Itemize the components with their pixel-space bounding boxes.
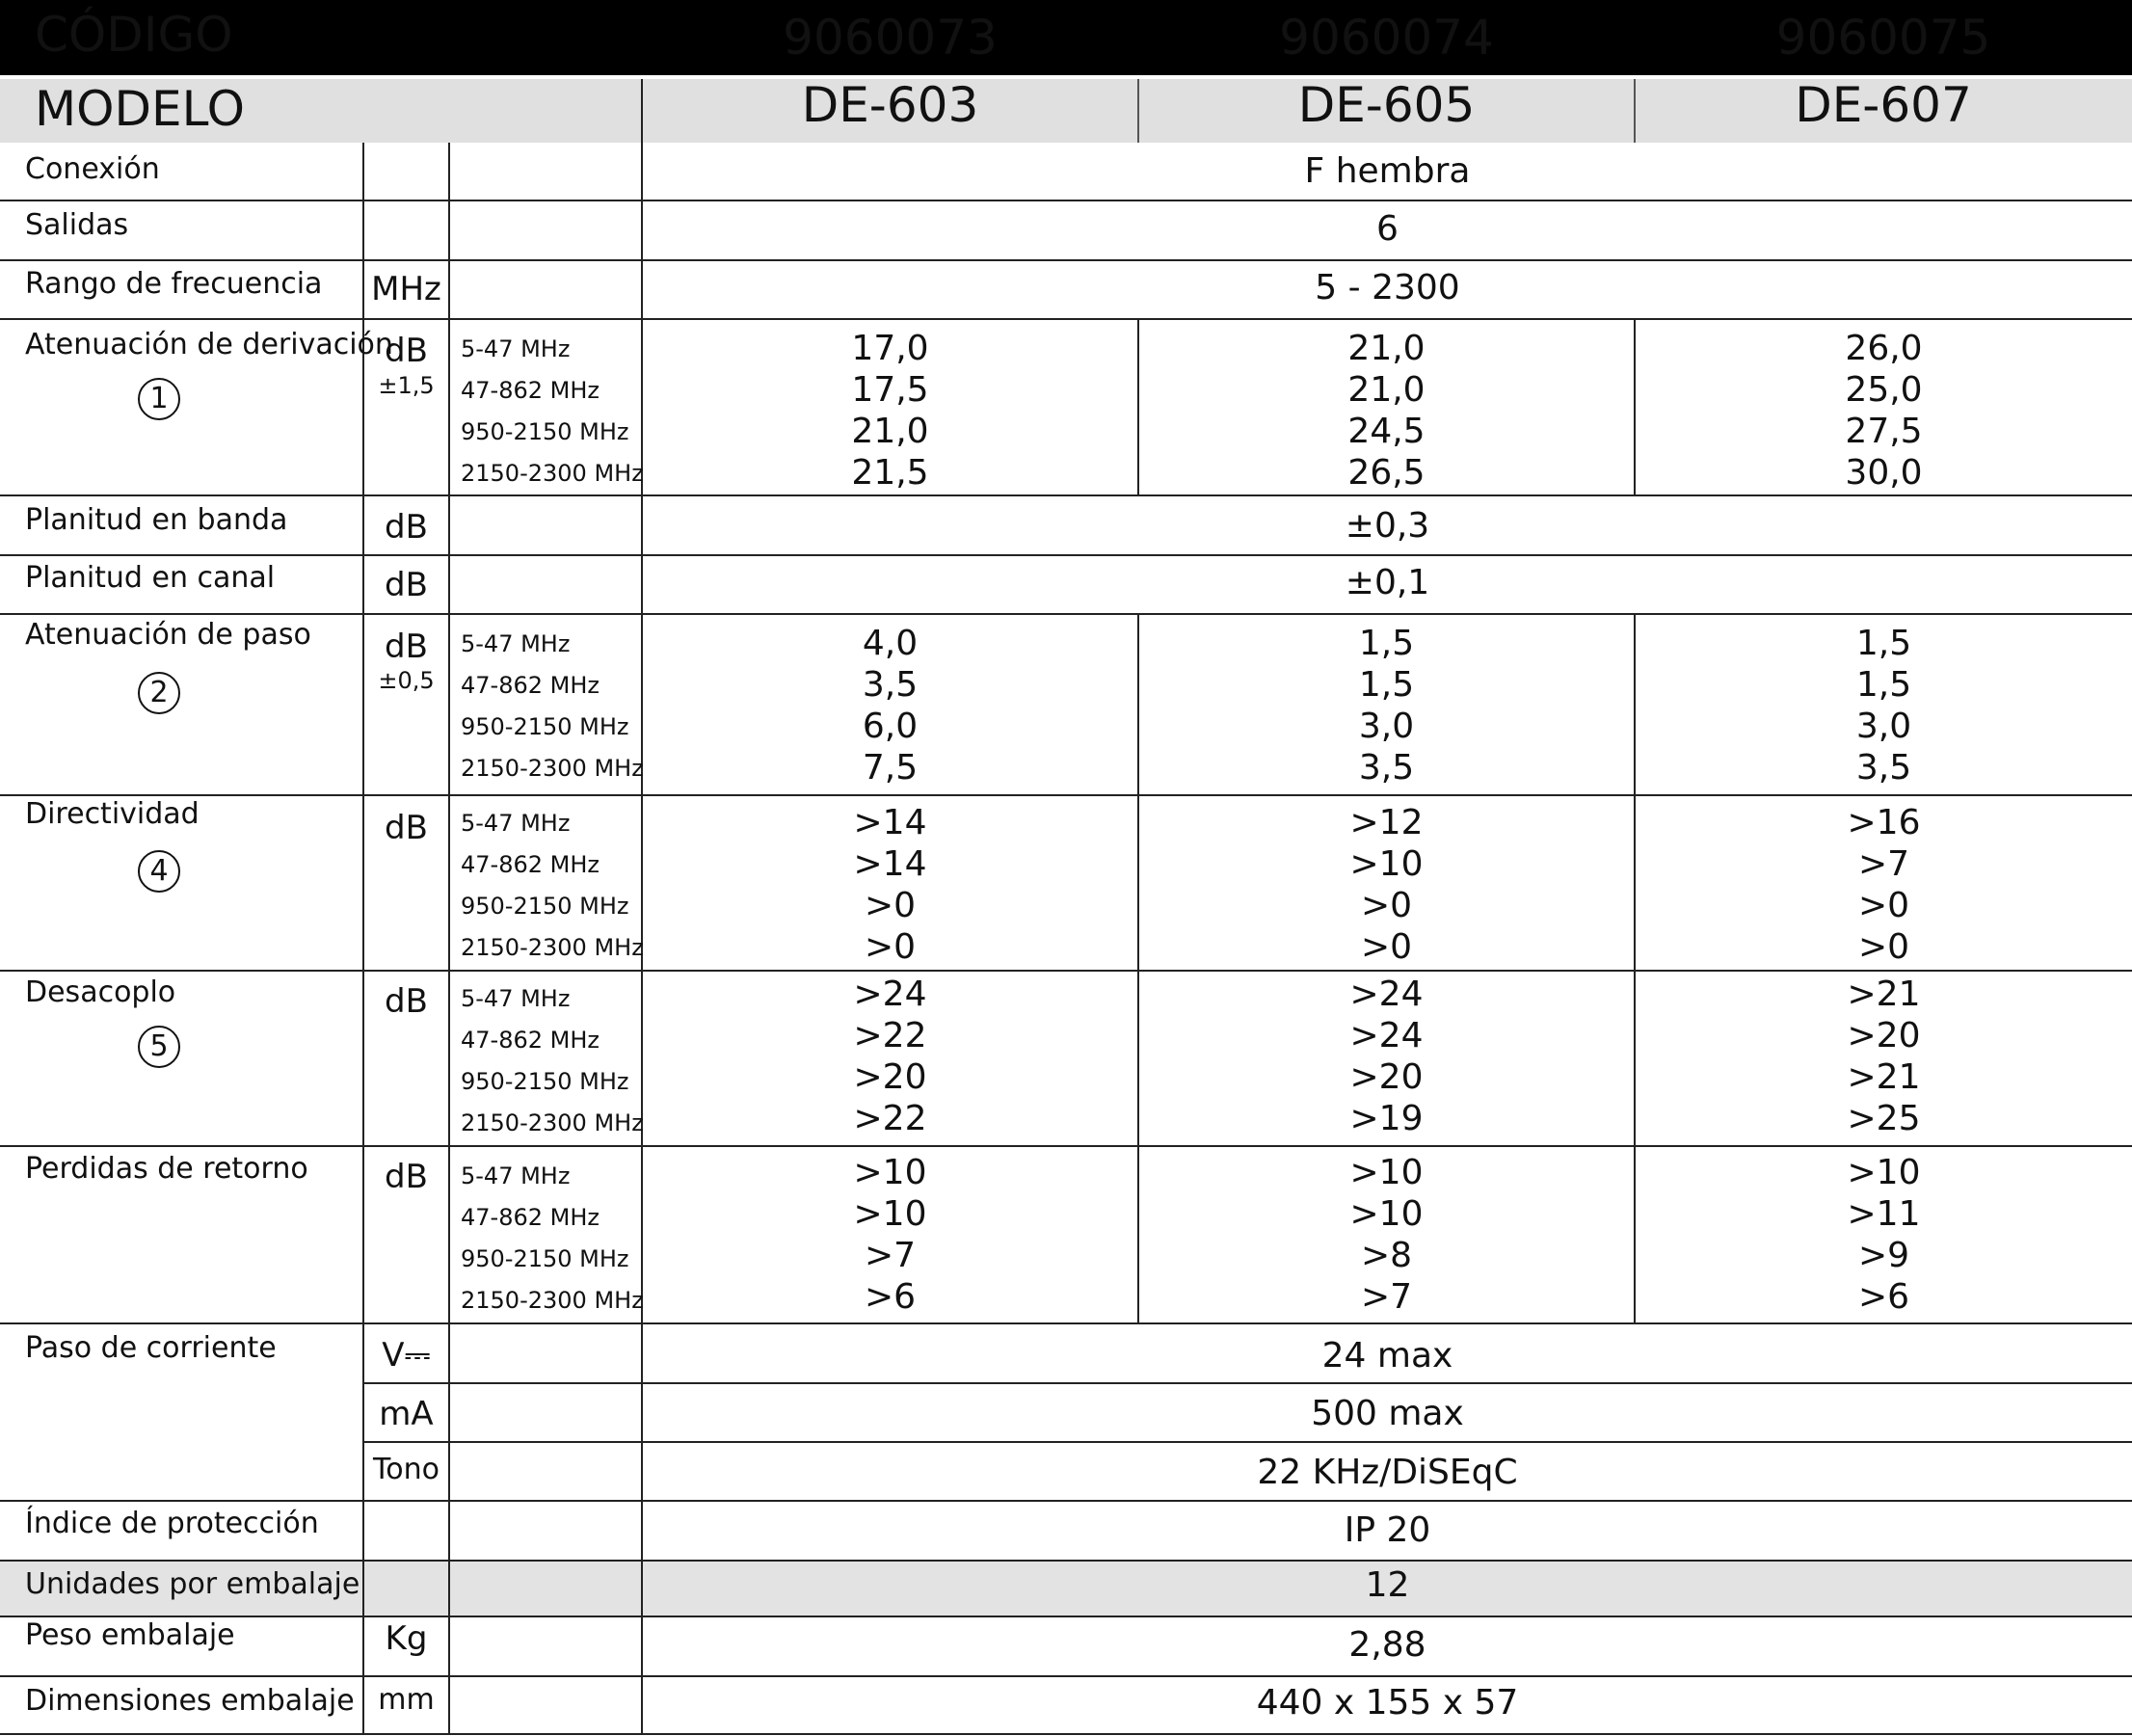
value-cell: 30,0 [1845, 453, 1923, 493]
row-divider [0, 1145, 2132, 1147]
row-divider [0, 794, 2132, 796]
row-tolerance: ±0,5 [378, 667, 435, 694]
row-divider [0, 200, 2132, 201]
row-unit: dB [385, 332, 428, 370]
freq-label: 950-2150 MHz [461, 1245, 629, 1272]
row-unit: dB [385, 809, 428, 847]
freq-label: 47-862 MHz [461, 672, 600, 699]
row-divider [0, 1560, 2132, 1562]
column-divider [1137, 79, 1139, 143]
row-value: ±0,3 [1345, 506, 1430, 546]
value-cell: 6,0 [862, 707, 919, 746]
row-unit: MHz [371, 270, 441, 308]
row-divider [362, 1441, 2132, 1443]
row-unit: dB [385, 982, 428, 1021]
value-cell: 21,0 [851, 412, 929, 451]
value-cell: >0 [1360, 886, 1413, 925]
value-cell: >7 [864, 1236, 917, 1275]
model-value: DE-603 [801, 77, 979, 133]
value-cell: 24,5 [1347, 412, 1426, 451]
value-cell: >22 [853, 1099, 927, 1138]
freq-label: 2150-2300 MHz [461, 934, 644, 961]
value-cell: >10 [1349, 844, 1424, 884]
row-value: F hembra [1304, 151, 1471, 191]
value-cell: >22 [853, 1016, 927, 1055]
freq-label: 2150-2300 MHz [461, 755, 644, 782]
row-label: Paso de corriente [25, 1331, 277, 1365]
row-unit: Tono [373, 1453, 440, 1486]
value-cell: >21 [1847, 1057, 1921, 1097]
value-cell: >19 [1349, 1099, 1424, 1138]
note-badge: 4 [138, 850, 180, 893]
row-value: 500 max [1311, 1394, 1464, 1433]
value-cell: >11 [1847, 1194, 1921, 1234]
row-divider [0, 1322, 2132, 1324]
row-divider [0, 554, 2132, 556]
row-divider [0, 1733, 2132, 1735]
note-badge: 5 [138, 1026, 180, 1068]
row-unit: dB [385, 566, 428, 604]
row-label: Unidades por embalaje [25, 1567, 360, 1601]
value-cell: >21 [1847, 975, 1921, 1014]
row-divider [0, 1500, 2132, 1502]
row-label: Índice de protección [25, 1507, 319, 1540]
freq-label: 47-862 MHz [461, 1027, 600, 1054]
row-label: Atenuación de paso [25, 618, 311, 652]
freq-label: 5-47 MHz [461, 1162, 571, 1189]
row-value: ±0,1 [1345, 563, 1430, 602]
row-value: 24 max [1321, 1336, 1453, 1375]
value-cell: 3,5 [1358, 748, 1415, 788]
row-divider [0, 318, 2132, 320]
row-value: 22 KHz/DiSEqC [1257, 1453, 1518, 1492]
row-label: Planitud en banda [25, 503, 288, 537]
freq-label: 950-2150 MHz [461, 418, 629, 445]
value-cell: >10 [1349, 1153, 1424, 1192]
value-cell: >24 [1349, 1016, 1424, 1055]
value-cell: >24 [1349, 975, 1424, 1014]
model-label: MODELO [35, 81, 246, 137]
row-divider [0, 970, 2132, 972]
freq-label: 5-47 MHz [461, 810, 571, 837]
value-cell: 1,5 [1855, 665, 1912, 705]
freq-label: 950-2150 MHz [461, 1068, 629, 1095]
model-value: DE-605 [1297, 77, 1476, 133]
row-unit: dB [385, 628, 428, 666]
code-value: 9060074 [1279, 10, 1494, 66]
value-cell: >0 [1857, 886, 1910, 925]
row-unit: dB [385, 508, 428, 547]
row-unit: mm [378, 1683, 435, 1717]
value-cell: >6 [1857, 1277, 1910, 1317]
value-cell: 21,0 [1347, 329, 1426, 368]
row-label: Conexión [25, 152, 160, 186]
row-tolerance: ±1,5 [378, 372, 435, 399]
model-value: DE-607 [1795, 77, 1972, 133]
code-label: CÓDIGO [35, 7, 233, 63]
freq-label: 950-2150 MHz [461, 893, 629, 920]
row-divider [0, 494, 2132, 496]
row-value: 2,88 [1348, 1625, 1426, 1665]
note-badge: 2 [138, 672, 180, 714]
value-cell: 21,0 [1347, 370, 1426, 410]
freq-label: 2150-2300 MHz [461, 460, 644, 487]
row-unit: V⎓ [382, 1336, 431, 1375]
value-cell: 17,0 [851, 329, 929, 368]
row-label: Dimensiones embalaje [25, 1684, 355, 1718]
value-cell: 3,0 [1855, 707, 1912, 746]
freq-label: 47-862 MHz [461, 377, 600, 404]
value-cell: >20 [1847, 1016, 1921, 1055]
value-cell: >20 [1349, 1057, 1424, 1097]
row-unit: Kg [385, 1619, 428, 1658]
value-cell: 17,5 [851, 370, 929, 410]
value-cell: 21,5 [851, 453, 929, 493]
row-value: 12 [1365, 1565, 1410, 1605]
value-cell: 25,0 [1845, 370, 1923, 410]
row-label: Directividad [25, 797, 200, 831]
row-value: IP 20 [1344, 1510, 1431, 1550]
freq-label: 5-47 MHz [461, 335, 571, 362]
value-cell: >0 [864, 927, 917, 967]
freq-label: 2150-2300 MHz [461, 1109, 644, 1136]
value-cell: 1,5 [1358, 665, 1415, 705]
value-cell: 26,0 [1845, 329, 1923, 368]
row-label: Planitud en canal [25, 561, 276, 595]
code-value: 9060073 [783, 10, 998, 66]
value-cell: >14 [853, 803, 927, 842]
freq-label: 2150-2300 MHz [461, 1287, 644, 1314]
row-unit: mA [379, 1395, 434, 1433]
value-cell: >0 [1857, 927, 1910, 967]
value-cell: >8 [1360, 1236, 1413, 1275]
row-value: 5 - 2300 [1315, 268, 1460, 307]
row-value: 6 [1376, 209, 1399, 249]
value-cell: 1,5 [1855, 624, 1912, 663]
value-cell: 7,5 [862, 748, 919, 788]
value-cell: >12 [1349, 803, 1424, 842]
value-cell: >9 [1857, 1236, 1910, 1275]
value-cell: >10 [1847, 1153, 1921, 1192]
value-cell: >6 [864, 1277, 917, 1317]
value-cell: 3,5 [862, 665, 919, 705]
row-divider [0, 1616, 2132, 1617]
value-cell: >0 [1360, 927, 1413, 967]
freq-label: 47-862 MHz [461, 1204, 600, 1231]
code-value: 9060075 [1775, 10, 1991, 66]
row-divider [362, 1382, 2132, 1384]
row-unit: dB [385, 1158, 428, 1196]
freq-label: 5-47 MHz [461, 630, 571, 657]
row-value: 440 x 155 x 57 [1256, 1683, 1519, 1723]
value-cell: >24 [853, 975, 927, 1014]
value-cell: 3,0 [1358, 707, 1415, 746]
row-label: Atenuación de derivación [25, 328, 393, 361]
column-divider [448, 143, 450, 1733]
value-cell: >16 [1847, 803, 1921, 842]
value-cell: >7 [1360, 1277, 1413, 1317]
freq-label: 950-2150 MHz [461, 713, 629, 740]
row-label: Salidas [25, 208, 129, 242]
row-divider [0, 613, 2132, 615]
value-cell: >7 [1857, 844, 1910, 884]
freq-label: 5-47 MHz [461, 985, 571, 1012]
value-cell: >14 [853, 844, 927, 884]
value-cell: >20 [853, 1057, 927, 1097]
row-label: Peso embalaje [25, 1618, 235, 1652]
row-label: Rango de frecuencia [25, 267, 323, 301]
row-label: Perdidas de retorno [25, 1152, 308, 1186]
freq-label: 47-862 MHz [461, 851, 600, 878]
value-cell: 1,5 [1358, 624, 1415, 663]
value-cell: >0 [864, 886, 917, 925]
note-badge: 1 [138, 378, 180, 420]
value-cell: >10 [853, 1194, 927, 1234]
value-cell: 27,5 [1845, 412, 1923, 451]
row-divider [0, 1675, 2132, 1677]
value-cell: 26,5 [1347, 453, 1426, 493]
value-cell: 3,5 [1855, 748, 1912, 788]
value-cell: >10 [853, 1153, 927, 1192]
value-cell: >25 [1847, 1099, 1921, 1138]
row-label: Desacoplo [25, 975, 176, 1009]
value-cell: >10 [1349, 1194, 1424, 1234]
value-cell: 4,0 [862, 624, 919, 663]
row-divider [0, 259, 2132, 261]
column-divider [1634, 79, 1636, 143]
